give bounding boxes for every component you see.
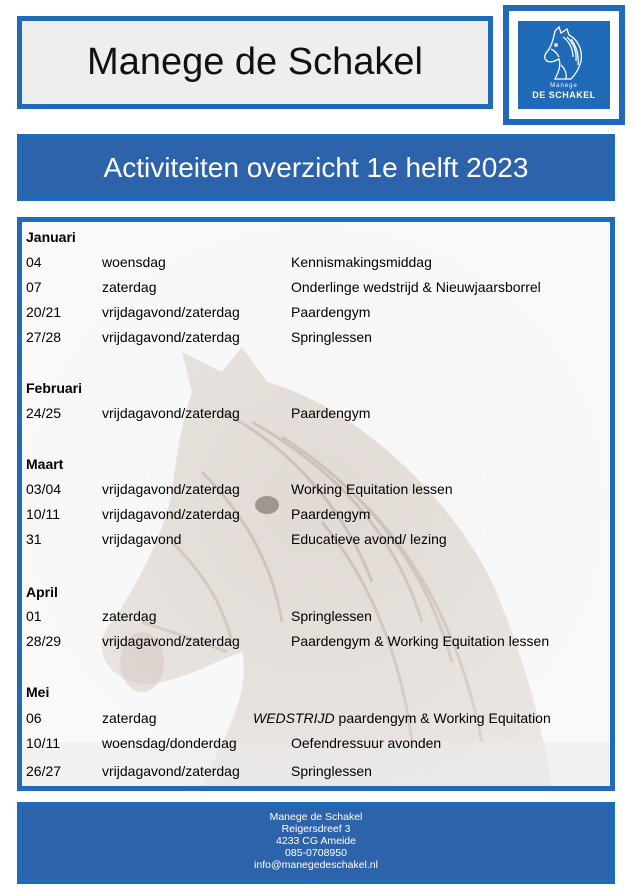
footer-email[interactable]: info@manegedeschakel.nl — [254, 859, 378, 871]
event-activity: Paardengym — [291, 304, 371, 320]
event-day: woensdag/donderdag — [102, 735, 237, 751]
event-activity: Paardengym — [291, 506, 371, 522]
horse-head-icon — [541, 25, 587, 81]
page-title: Manege de Schakel — [87, 41, 423, 83]
event-date: 10/11 — [26, 506, 60, 522]
event-activity — [253, 710, 551, 726]
month-heading: Mei — [26, 684, 50, 700]
event-day: vrijdagavond — [102, 531, 182, 547]
event-activity: Working Equitation lessen — [291, 481, 453, 497]
logo-brand-text: DE SCHAKEL — [532, 90, 596, 100]
event-day: vrijdagavond/zaterdag — [102, 481, 240, 497]
event-day: zaterdag — [102, 608, 157, 624]
month-heading: Februari — [26, 380, 83, 396]
footer-name: Manege de Schakel — [269, 811, 363, 823]
event-day: vrijdagavond/zaterdag — [102, 405, 240, 421]
event-date: 06 — [26, 710, 42, 726]
event-day: vrijdagavond/zaterdag — [102, 633, 240, 649]
title-banner — [17, 134, 615, 201]
activity-overview — [17, 217, 615, 791]
event-emphasis: WEDSTRIJD — [253, 710, 335, 726]
event-day: vrijdagavond/zaterdag — [102, 329, 240, 345]
footer-city: 4233 CG Ameide — [276, 835, 356, 847]
activity-list — [22, 222, 610, 786]
event-activity-text: paardengym & Working Equitation — [334, 710, 551, 726]
event-day: woensdag — [102, 254, 166, 270]
event-activity: Kennismakingsmiddag — [291, 254, 432, 270]
event-date: 01 — [26, 608, 42, 624]
event-activity: Onderlinge wedstrijd & Nieuwjaarsborrel — [291, 279, 541, 295]
month-heading: Januari — [26, 229, 76, 245]
banner-title: Activiteiten overzicht 1e helft 2023 — [103, 152, 529, 183]
event-date: 20/21 — [26, 304, 62, 320]
header-box — [17, 16, 493, 109]
event-activity: Springlessen — [291, 329, 372, 345]
event-activity: Paardengym — [291, 405, 371, 421]
logo — [503, 5, 625, 125]
event-date: 26/27 — [26, 763, 62, 779]
event-activity: Paardengym & Working Equitation lessen — [291, 633, 550, 649]
logo-badge — [518, 21, 610, 109]
event-day: vrijdagavond/zaterdag — [102, 304, 240, 320]
event-day: zaterdag — [102, 710, 157, 726]
event-date: 03/04 — [26, 481, 62, 497]
event-activity: Springlessen — [291, 608, 372, 624]
footer-phone: 085-0708950 — [285, 847, 347, 859]
event-date: 10/11 — [26, 735, 60, 751]
event-date: 27/28 — [26, 329, 62, 345]
footer-street: Reigersdreef 3 — [281, 823, 351, 835]
event-date: 24/25 — [26, 405, 62, 421]
event-activity: Springlessen — [291, 763, 372, 779]
event-activity: Oefendressuur avonden — [291, 735, 442, 751]
event-date: 04 — [26, 254, 42, 270]
logo-small-text: Manege — [550, 83, 578, 89]
event-day: vrijdagavond/zaterdag — [102, 763, 240, 779]
event-day: vrijdagavond/zaterdag — [102, 506, 240, 522]
event-activity: Educatieve avond/ lezing — [291, 531, 447, 547]
event-date: 31 — [26, 531, 42, 547]
event-day: zaterdag — [102, 279, 157, 295]
month-heading: Maart — [26, 456, 64, 472]
footer-contact — [17, 802, 615, 884]
event-date: 07 — [26, 279, 42, 295]
event-date: 28/29 — [26, 633, 62, 649]
month-heading: April — [26, 584, 58, 600]
